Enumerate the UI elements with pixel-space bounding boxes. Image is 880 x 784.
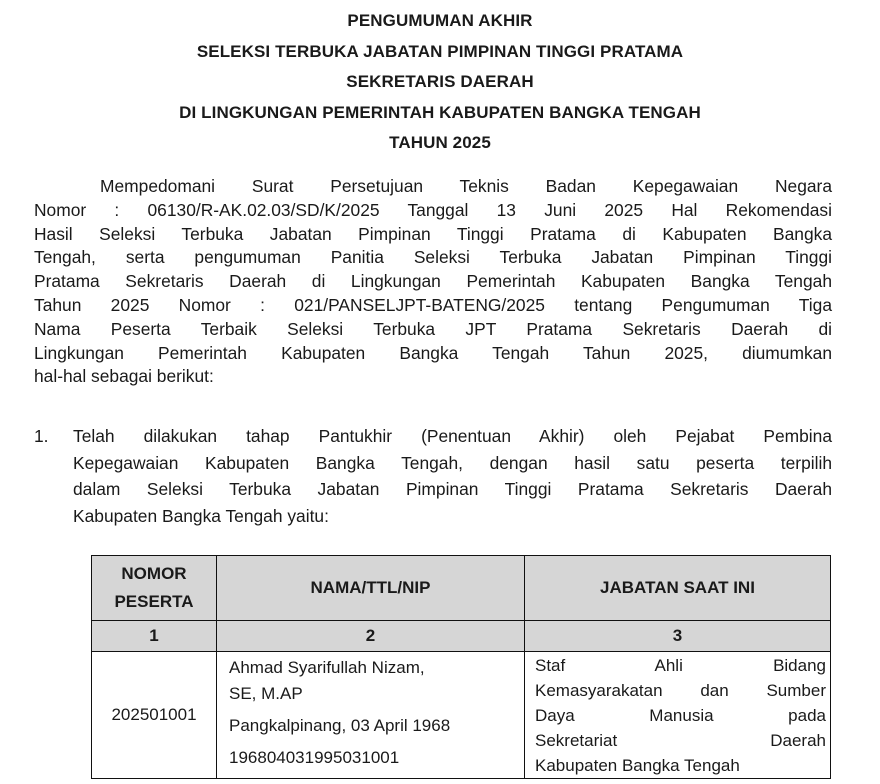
paragraph-line: Tengah, serta pengumuman Panitia Seleksi Terbuka Jabatan Pimpinan Tinggi	[34, 247, 832, 268]
paragraph-line: Mempedomani Surat Persetujuan Teknis Badan Kepegawaian Negara	[100, 176, 832, 196]
column-number: 1	[92, 621, 217, 652]
nama-cell	[217, 652, 525, 779]
paragraph-line: Lingkungan Pemerintah Kabupaten Bangka Tengah Tahun 2025, diumumkan	[34, 342, 832, 363]
header-text: NOMOR	[121, 564, 187, 583]
paragraph-line: Hasil Seleksi Terbuka Jabatan Pimpinan Tinggi Pratama di Kabupaten Bangka	[34, 223, 832, 244]
result-table	[91, 555, 831, 779]
paragraph-line: Nama Peserta Terbaik Seleksi Terbuka JPT Pratama Sekretaris Daerah di	[34, 318, 832, 339]
list-item-line: Telah dilakukan tahap Pantukhir (Penentuan Akhir) oleh Pejabat Pembina	[73, 426, 832, 446]
header-nomor-peserta	[92, 556, 217, 621]
list-item-line: Kepegawaian Kabupaten Bangka Tengah, dengan hasil satu peserta terpilih	[73, 452, 832, 473]
table-header-row	[92, 556, 831, 621]
nama: Ahmad Syarifullah Nizam,	[229, 658, 425, 677]
paragraph-line: hal-hal sebagai berikut:	[34, 366, 214, 387]
column-number-row	[92, 621, 831, 652]
nomor-peserta-cell: 202501001	[92, 652, 217, 779]
jabatan-line: Staf Ahli Bidang	[535, 656, 826, 675]
header-text: PESERTA	[114, 592, 194, 611]
jabatan-cell	[525, 652, 831, 779]
title-line: SEKRETARIS DAERAH	[346, 72, 534, 91]
title-line: DI LINGKUNGAN PEMERINTAH KABUPATEN BANGKA TENGAH	[179, 102, 701, 122]
list-item-text	[73, 423, 832, 529]
table-row	[92, 652, 831, 779]
column-number: 2	[217, 621, 525, 652]
title-line: TAHUN 2025	[389, 133, 491, 152]
header-jabatan: JABATAN SAAT INI	[525, 556, 831, 621]
ttl: Pangkalpinang, 03 April 1968	[229, 716, 451, 735]
nip: 196804031995031001	[229, 748, 400, 767]
gelar: SE, M.AP	[229, 684, 303, 703]
list-item-line: dalam Seleksi Terbuka Jabatan Pimpinan Tinggi Pratama Sekretaris Daerah	[73, 479, 832, 500]
jabatan-line: Kabupaten Bangka Tengah	[535, 756, 740, 775]
paragraph-line: Pratama Sekretaris Daerah di Lingkungan Pemerintah Kabupaten Bangka Tengah	[34, 271, 832, 292]
announcement-title	[0, 6, 880, 159]
title-line: PENGUMUMAN AKHIR	[347, 11, 533, 30]
jabatan-line: Daya Manusia pada	[535, 706, 826, 725]
header-nama: NAMA/TTL/NIP	[217, 556, 525, 621]
title-line: SELEKSI TERBUKA JABATAN PIMPINAN TINGGI PRATAMA	[196, 41, 684, 61]
column-number: 3	[525, 621, 831, 652]
paragraph-line: Nomor : 06130/R-AK.02.03/SD/K/2025 Tanggal 13 Juni 2025 Hal Rekomendasi	[34, 199, 832, 220]
jabatan-line: Kemasyarakatan dan Sumber	[535, 681, 826, 700]
paragraph-line: Tahun 2025 Nomor : 021/PANSELJPT-BATENG/2025 tentang Pengumuman Tiga	[34, 294, 832, 315]
intro-paragraph	[34, 175, 832, 389]
list-item-number: 1.	[34, 426, 49, 446]
jabatan-line: Sekretariat Daerah	[535, 731, 826, 750]
list-item-line: Kabupaten Bangka Tengah yaitu:	[73, 505, 329, 526]
